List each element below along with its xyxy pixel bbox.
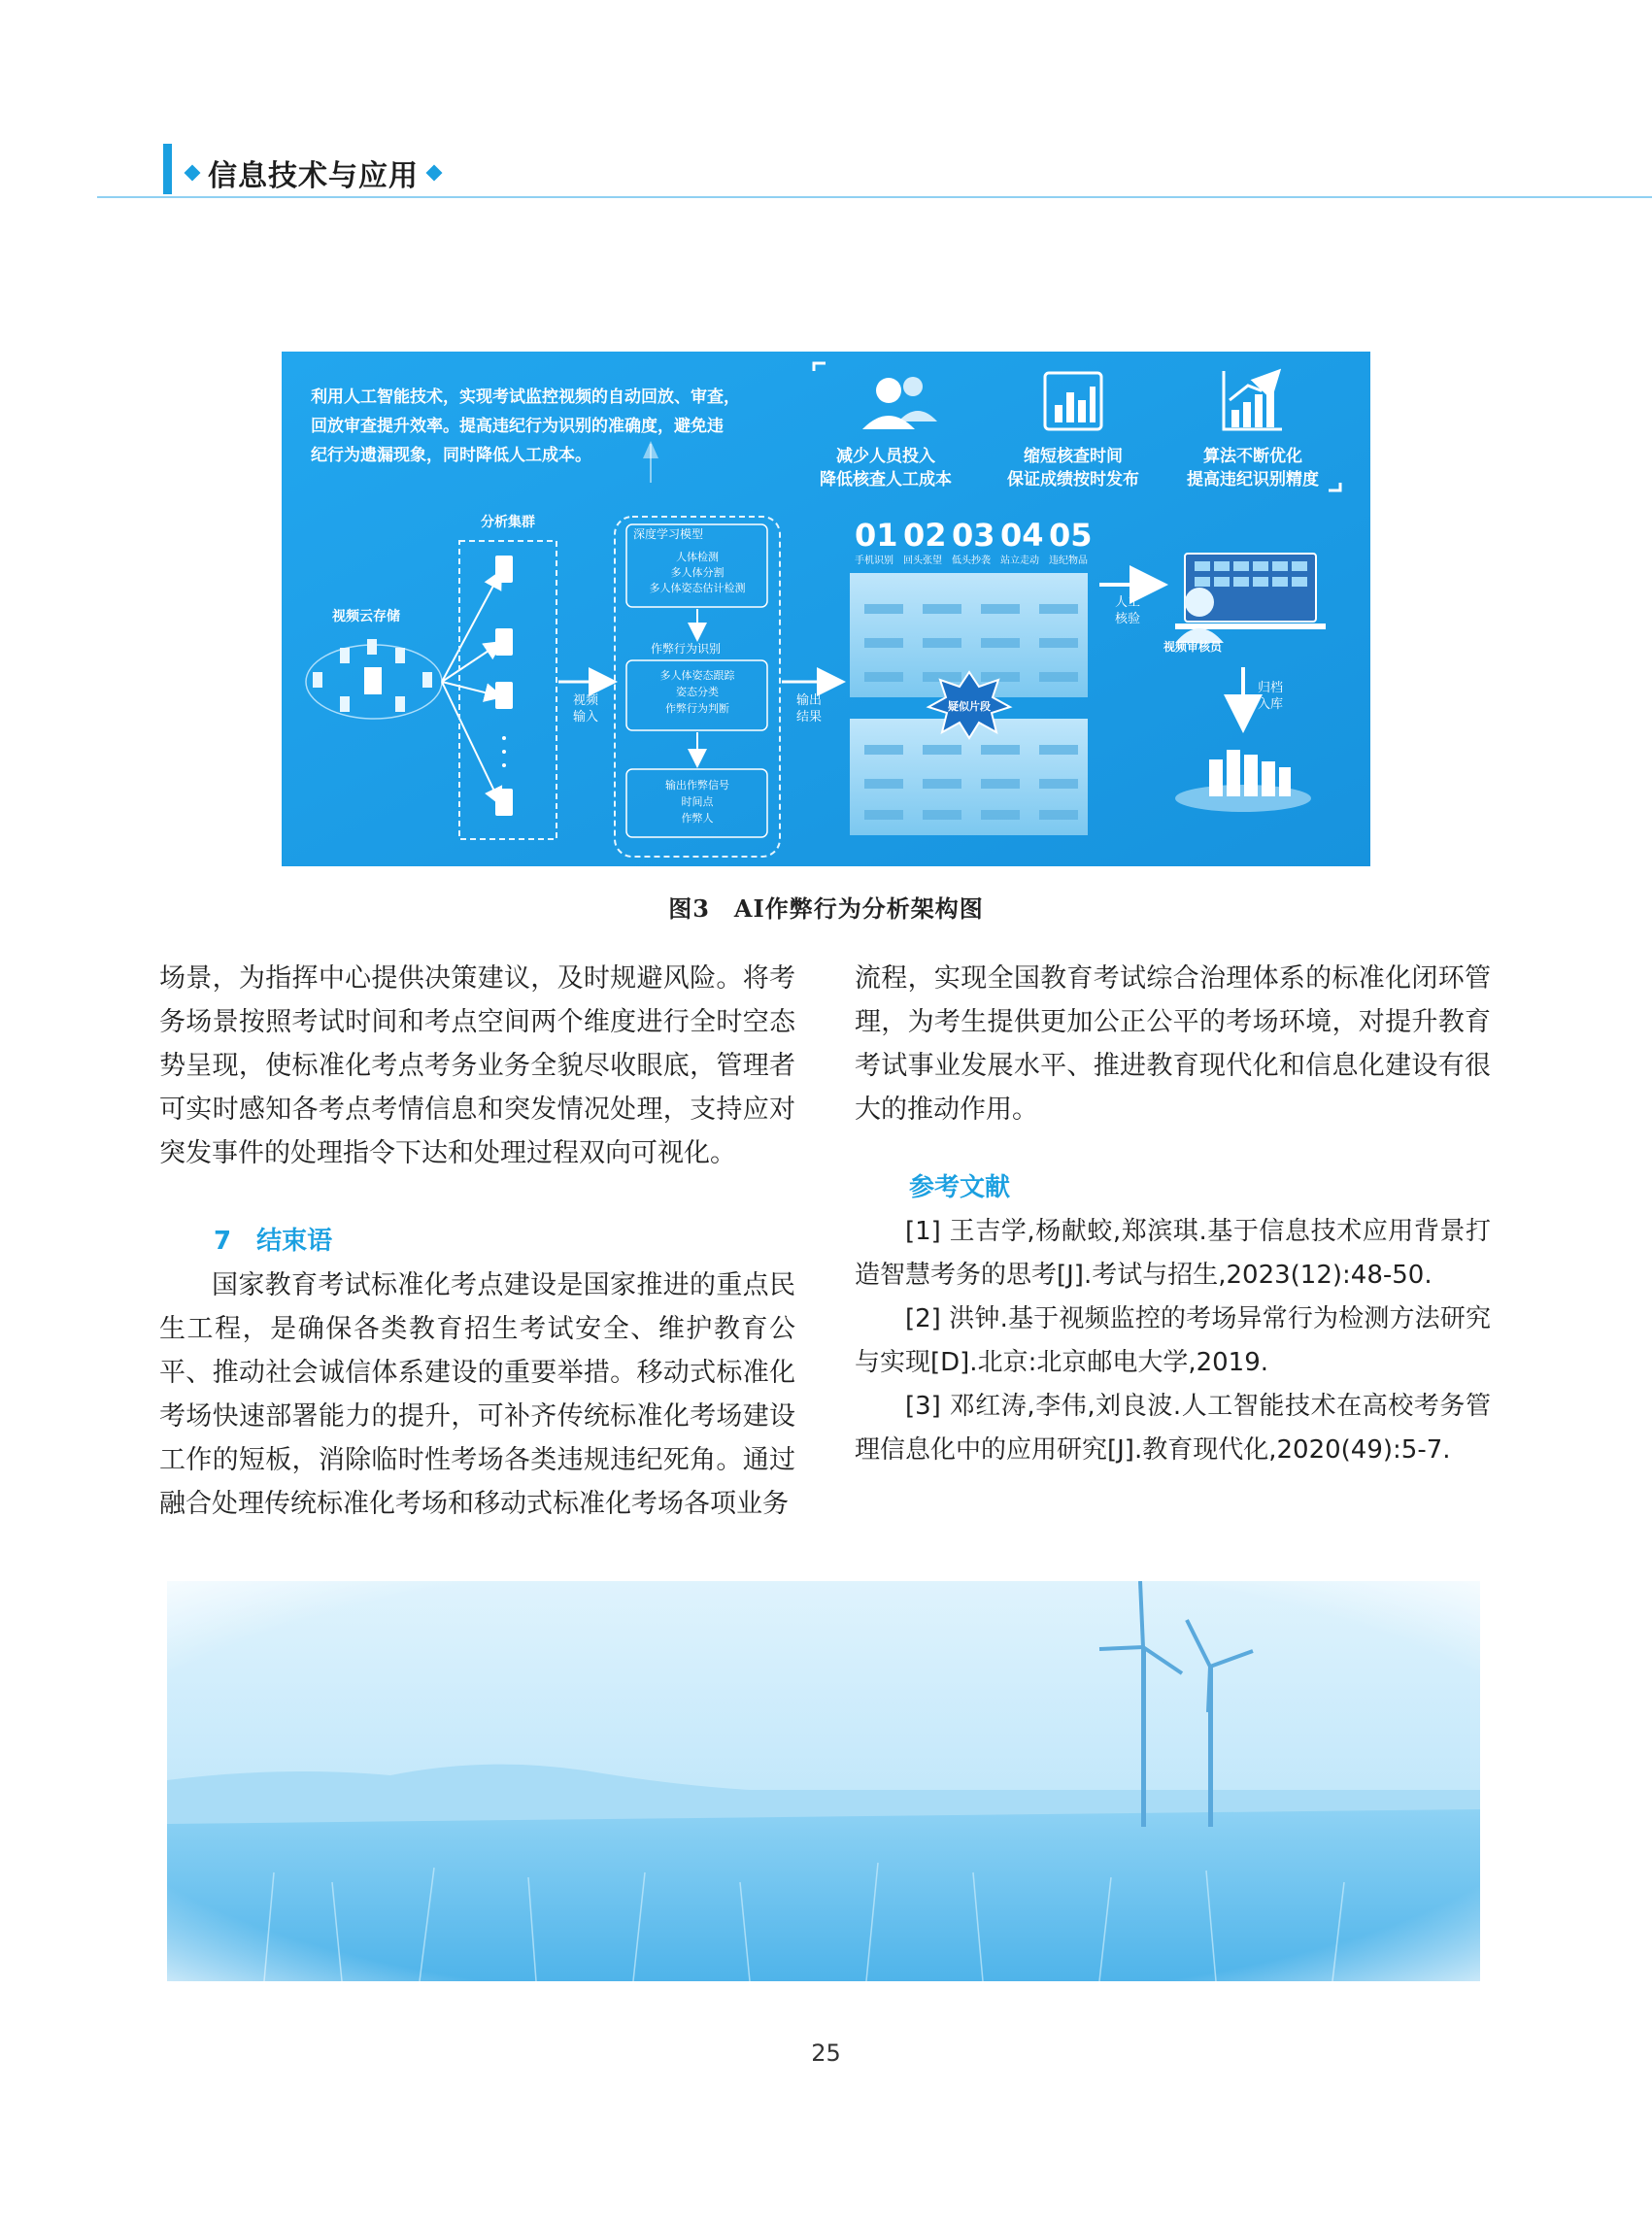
number-03: 03 <box>952 517 995 554</box>
reference-item: [3] 邓红涛,李伟,刘良波.人工智能技术在高校考务管理信息化中的应用研究[J].教育现代化,2020(49):5-7. <box>855 1392 1491 1465</box>
reference-item: [1] 王吉学,杨献蛟,郑滨琪.基于信息技术应用背景打造智慧考务的思考[J].考试与招生,2023(12):48-50. <box>855 1217 1491 1290</box>
figure-diagram <box>282 352 1370 866</box>
dl-model-title: 深度学习模型 <box>633 527 704 541</box>
header-accent-bar <box>163 144 172 194</box>
video-input-1: 视频 <box>573 693 599 708</box>
diamond-icon <box>185 165 201 182</box>
behavior-item-2: 姿态分类 <box>676 686 719 698</box>
behavior-label-1: 手机识别 <box>855 556 893 566</box>
intro-line-3: 纪行为遗漏现象，同时降低人工成本。 <box>311 446 591 465</box>
cluster-label: 分析集群 <box>481 515 535 530</box>
dl-item-3: 多人体姿态估计检测 <box>649 582 746 594</box>
left-column <box>159 957 795 1526</box>
figure-caption: 图3 AI作弊行为分析架构图 <box>668 894 984 923</box>
dl-item-1: 人体检测 <box>676 551 719 563</box>
section-heading: 7 结束语 <box>214 1227 333 1256</box>
header-rule <box>97 196 1652 198</box>
reference-item: [2] 洪钟.基于视频监控的考场异常行为检测方法研究与实现[D].北京:北京邮电大学,2019. <box>855 1304 1491 1377</box>
manual-check-2: 核验 <box>1115 612 1141 626</box>
benefit-1-line2: 降低核查人工成本 <box>820 470 952 489</box>
number-01: 01 <box>855 517 898 554</box>
archive-1: 归档 <box>1258 681 1284 695</box>
paragraph: 流程，实现全国教育考试综合治理体系的标准化闭环管理，为考生提供更加公正公平的考场环境，对提升教育考试事业发展水平、推进教育现代化和信息化建设有很大的推动作用。 <box>855 963 1491 1125</box>
paragraph: 国家教育考试标准化考点建设是国家推进的重点民生工程，是确保各类教育招生考试安全、维护教育公平、推动社会诚信体系建设的重要举措。移动式标准化考场快速部署能力的提升，可补齐传统标准化考场建设工作的短板，消除临时性考场各类违规违纪死角。通过融合处理传统标准化考场和移动式标准化考场各项业务 <box>159 1270 795 1519</box>
benefit-2-line1: 缩短核查时间 <box>1024 447 1123 466</box>
video-input-2: 输入 <box>573 710 599 725</box>
header-title-text: 信息技术与应用 <box>208 159 419 193</box>
manual-check-1: 人工 <box>1115 595 1141 610</box>
suspect-label: 疑似片段 <box>948 700 991 713</box>
benefit-2-line2: 保证成绩按时发布 <box>1007 470 1139 489</box>
landscape-image <box>167 1581 1480 1981</box>
number-05: 05 <box>1049 517 1093 554</box>
signal-item-3: 作弊人 <box>681 812 714 825</box>
right-column <box>855 957 1491 1472</box>
intro-line-1: 利用人工智能技术，实现考试监控视频的自动回放、审查， <box>311 388 740 407</box>
intro-line-2: 回放审查提升效率。提高违纪行为识别的准确度，避免违 <box>311 417 724 436</box>
output-result-1: 输出 <box>796 693 823 708</box>
behavior-item-3: 作弊行为判断 <box>665 702 729 715</box>
storage-label: 视频云存储 <box>332 609 400 624</box>
signal-item-1: 输出作弊信号 <box>665 779 729 792</box>
output-result-2: 结果 <box>796 710 823 725</box>
archive-2: 入库 <box>1258 697 1284 712</box>
benefit-3-line2: 提高违纪识别精度 <box>1187 470 1319 489</box>
reviewer-label: 视频审核员 <box>1163 640 1223 654</box>
dl-item-2: 多人体分割 <box>670 566 725 579</box>
behavior-title: 作弊行为识别 <box>651 642 722 656</box>
benefit-3-line1: 算法不断优化 <box>1203 447 1302 466</box>
behavior-label-5: 违纪物品 <box>1049 556 1088 566</box>
header-title <box>181 152 446 194</box>
references-heading: 参考文献 <box>909 1173 1011 1202</box>
diamond-icon <box>426 165 443 182</box>
number-02: 02 <box>903 517 947 554</box>
behavior-item-1: 多人体姿态跟踪 <box>659 669 735 682</box>
signal-item-2: 时间点 <box>681 795 714 808</box>
paragraph: 场景，为指挥中心提供决策建议，及时规避风险。将考务场景按照考试时间和考点空间两个维度进行全时空态势呈现，使标准化考点考务业务全貌尽收眼底，管理者可实时感知各考点考情信息和突发情况处理，支持应对突发事件的处理指令下达和处理过程双向可视化。 <box>159 963 795 1168</box>
number-04: 04 <box>1000 517 1044 554</box>
behavior-label-2: 回头张望 <box>903 556 942 566</box>
behavior-label-4: 站立走动 <box>1000 556 1039 566</box>
page-number: 25 <box>811 2040 841 2067</box>
figure-ai-architecture <box>282 352 1370 866</box>
behavior-label-3: 低头抄袭 <box>952 556 991 566</box>
benefit-1-line1: 减少人员投入 <box>836 447 935 466</box>
